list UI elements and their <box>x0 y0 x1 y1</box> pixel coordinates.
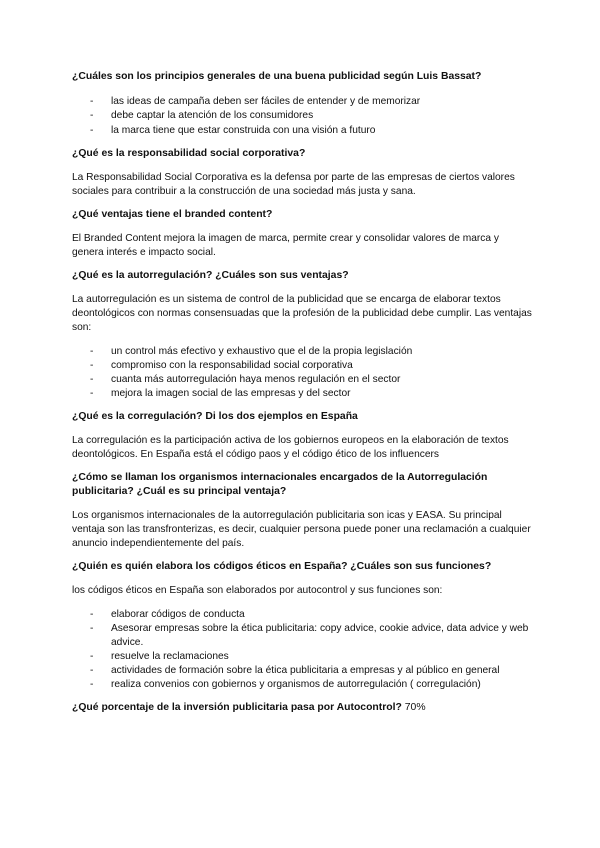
question-heading: ¿Cómo se llaman los organismos internacionales encargados de la Autorregulación publicitaria? ¿Cuál es su principal ventaja? <box>72 471 488 497</box>
list-item: - mejora la imagen social de las empresas y del sector <box>90 387 351 399</box>
dash-bullet: - <box>90 110 94 122</box>
list-item: - compromiso con la responsabilidad social corporativa <box>90 359 353 371</box>
answer-text: 70% <box>401 701 426 713</box>
question-heading: ¿Quién es quién elabora los códigos éticos en España? ¿Cuáles son sus funciones? <box>72 560 492 572</box>
qa-section <box>72 269 532 401</box>
list-item: - Asesorar empresas sobre la ética publicitaria: copy advice, cookie advice, data advice y web advice. <box>90 622 529 648</box>
bullet-list <box>72 345 532 401</box>
answer-paragraph: La Responsabilidad Social Corporativa es la defensa por parte de las empresas de ciertos valores sociales para contribuir a la construcción de una sociedad más justa y sana. <box>72 171 515 197</box>
list-item: - debe captar la atención de los consumidores <box>72 109 532 123</box>
answer-paragraph: Los organismos internacionales de la autorregulación publicitaria son icas y EASA. Su principal ventaja son las transfronterizas, es decir, cualquier persona puede poner una reclamación a cualquier anuncio independientemente del país. <box>72 509 531 549</box>
qa-section <box>72 70 532 138</box>
dash-bullet: - <box>90 622 94 634</box>
dash-bullet: - <box>90 608 94 620</box>
dash-bullet: - <box>90 124 94 136</box>
question-heading: ¿Cuáles son los principios generales de una buena publicidad según Luis Bassat? <box>72 71 482 82</box>
list-item: - un control más efectivo y exhaustivo que el de la propia legislación <box>90 345 413 357</box>
question-text: ¿Qué porcentaje de la inversión publicitaria pasa por Autocontrol? <box>72 701 402 713</box>
question-heading: ¿Qué ventajas tiene el branded content? <box>72 208 273 220</box>
bullet-list <box>72 95 532 138</box>
qa-section <box>72 410 532 462</box>
question-heading: ¿Qué es la corregulación? Di los dos ejemplos en España <box>72 410 358 422</box>
dash-bullet: - <box>90 96 94 107</box>
list-item: - cuanta más autorregulación haya menos regulación en el sector <box>90 373 401 385</box>
dash-bullet: - <box>90 359 94 371</box>
list-item: - las ideas de campaña deben ser fáciles de entender y de memorizar <box>72 95 532 109</box>
qa-section <box>72 471 532 551</box>
answer-paragraph: El Branded Content mejora la imagen de marca, permite crear y consolidar valores de marca y genera interés e impacto social. <box>72 232 499 258</box>
qa-section <box>72 147 532 199</box>
list-item: - elaborar códigos de conducta <box>90 608 245 620</box>
list-item: - realiza convenios con gobiernos y organismos de autorregulación ( corregulación) <box>90 678 481 690</box>
qa-section <box>72 208 532 260</box>
list-item: - la marca tiene que estar construida con una visión a futuro <box>72 124 532 138</box>
dash-bullet: - <box>90 345 94 357</box>
qa-section <box>72 560 532 692</box>
document-page <box>72 70 532 715</box>
dash-bullet: - <box>90 387 94 399</box>
list-item: - actividades de formación sobre la ética publicitaria a empresas y al público en general <box>90 664 500 676</box>
list-item: - resuelve la reclamaciones <box>90 650 229 662</box>
answer-paragraph: La autorregulación es un sistema de control de la publicidad que se encarga de elaborar textos deontológicos con normas consensuadas que la profesión de la publicidad debe cumplir. Las ventajas son: <box>72 293 532 333</box>
dash-bullet: - <box>90 650 94 662</box>
question-heading: ¿Qué es la autorregulación? ¿Cuáles son sus ventajas? <box>72 269 349 281</box>
dash-bullet: - <box>90 678 94 690</box>
question-heading-inline-answer <box>72 701 532 715</box>
dash-bullet: - <box>90 664 94 676</box>
dash-bullet: - <box>90 373 94 385</box>
bullet-list <box>72 608 532 692</box>
question-heading: ¿Qué es la responsabilidad social corporativa? <box>72 147 306 159</box>
answer-paragraph: La corregulación es la participación activa de los gobiernos europeos en la elaboración de textos deontológicos. En España está el código paos y el código ético de los influencers <box>72 434 509 460</box>
answer-paragraph: los códigos éticos en España son elaborados por autocontrol y sus funciones son: <box>72 584 443 596</box>
